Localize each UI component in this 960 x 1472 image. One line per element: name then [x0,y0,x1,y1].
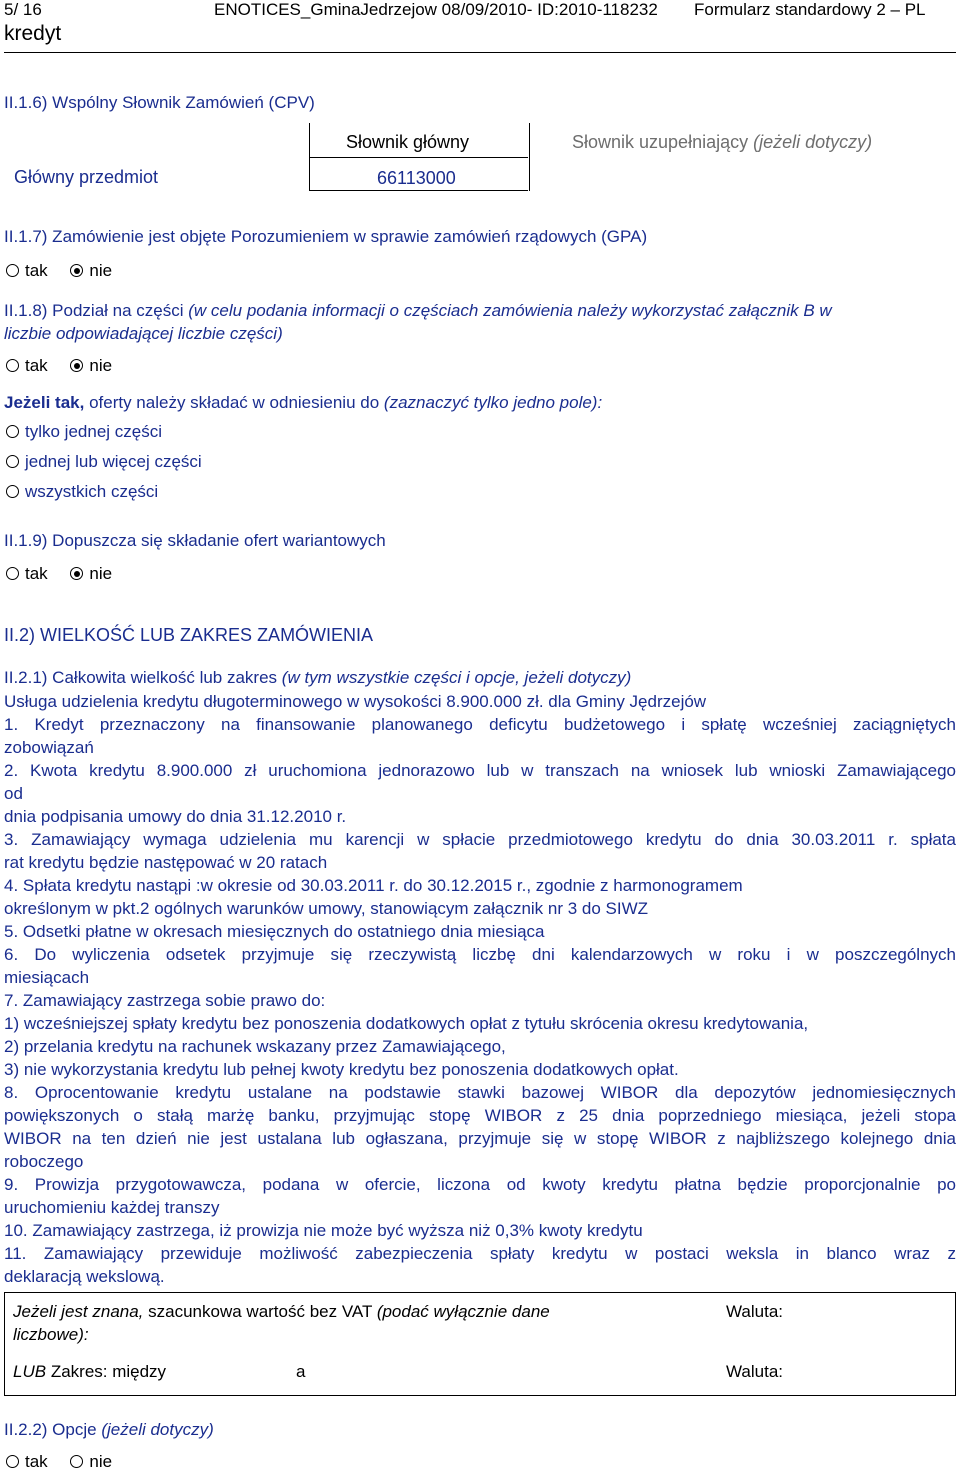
radio-empty-icon[interactable] [6,567,19,580]
value-known-line1 [13,1302,550,1322]
cpv-supp-vocab-header [572,132,872,153]
scope-line: 3. Zamawiający wymaga udzielenia mu karencji w spłacie przedmiotowego kredytu do dnia 30.03.2011 r. spłata [4,830,956,849]
radio-empty-icon[interactable] [6,485,19,498]
gpa-section-title: II.1.7) Zamówienie jest objęte Porozumieniem w sprawie zamówień rządowych (GPA) [4,227,648,246]
document-id: ENOTICES_GminaJedrzejow 08/09/2010- ID:2010-118232 [214,0,658,19]
lots-if-yes-label: Jeżeli tak, [4,393,85,412]
scope-line: dnia podpisania umowy do dnia 31.12.2010 r. [4,807,347,826]
scope-line: 2. Kwota kredytu 8.900.000 zł uruchomiona jednorazowo lub w transzach na wniosek lub wnioski Zamawiającego [4,761,956,780]
gpa-option-yes[interactable] [6,261,48,280]
radio-selected-icon[interactable] [70,359,83,372]
scope-line: od [4,784,23,803]
scope-line: 11. Zamawiający przewiduje możliwość zabezpieczenia spłaty kredytu w postaci weksla in blanco wraz z [4,1244,956,1263]
scope-line: uruchomieniu każdej transzy [4,1198,220,1217]
cpv-supp-vocab-label: Słownik uzupełniający [572,132,749,152]
lots-option-one-or-more[interactable] [6,452,202,472]
radio-selected-icon[interactable] [70,264,83,277]
radio-empty-icon[interactable] [6,425,19,438]
scope-line: określonym w pkt.2 ogólnych warunków umowy, stanowiącym załącznik nr 3 do SIWZ [4,899,649,918]
scope-line: WIBOR na ten dzień nie jest ustalana lub ogłaszana, przyjmuje się w stopę WIBOR z najbliższego kolejnego dnia [4,1129,956,1148]
option-label: tak [25,261,48,280]
value-range-line [13,1362,166,1382]
radio-empty-icon[interactable] [6,1455,19,1468]
scope-description [4,690,956,1288]
lots-option-no[interactable] [70,356,112,375]
scope-line: deklaracją wekslową. [4,1267,165,1286]
lots-section-title [4,301,832,321]
variants-option-no[interactable] [70,564,112,583]
lots-note-continued: liczbie odpowiadającej liczbie części) [4,324,283,343]
lots-option-yes[interactable] [6,356,48,375]
cpv-supp-vocab-note: (jeżeli dotyczy) [753,132,873,152]
lots-radio-group [6,356,130,376]
lots-if-yes [4,393,602,413]
value-currency-label: Waluta: [726,1302,784,1321]
cpv-divider [309,157,528,158]
cpv-row-label: Główny przedmiot [14,167,159,187]
variants-option-yes[interactable] [6,564,48,583]
lots-title: II.1.8) Podział na części [4,301,184,320]
scope-line: 1) wcześniejszej spłaty kredytu bez ponoszenia dodatkowych opłat z tytułu skrócenia okresu kredytowania, [4,1014,809,1033]
scope-line: Usługa udzielenia kredytu długoterminowego w wysokości 8.900.000 zł. dla Gminy Jędrzejów [4,692,707,711]
scope-line: 8. Oprocentowanie kredytu ustalane na podstawie stawki bazowej WIBOR dla depozytów jednomiesięcznych [4,1083,956,1102]
value-or-label: LUB [13,1362,47,1381]
option-label: tak [25,356,48,375]
scope-line: 3) nie wykorzystania kredytu lub pełnej kwoty kredytu bez ponoszenia dodatkowych opłat. [4,1060,679,1079]
scope-line: 7. Zamawiający zastrzega sobie prawo do: [4,991,326,1010]
radio-empty-icon[interactable] [6,359,19,372]
options-option-no[interactable] [70,1452,112,1471]
gpa-radio-group [6,261,130,281]
option-label: tak [25,564,48,583]
scope-line: miesiącach [4,968,90,987]
scope-line: 6. Do wyliczenia odsetek przyjmuje się rzeczywistą liczbę dni kalendarzowych w roku i w poszczególnych [4,945,956,964]
cpv-main-vocab-header: Słownik główny [346,132,470,152]
scope-line: 2) przelania kredytu na rachunek wskazany przez Zamawiającego, [4,1037,506,1056]
variants-radio-group [6,564,130,584]
value-range-and: a [296,1362,306,1381]
value-range-label: Zakres: między [50,1362,167,1381]
options-section-title [4,1420,214,1440]
radio-empty-icon[interactable] [70,1455,83,1468]
option-label: nie [89,564,113,583]
scope-line: rat kredytu będzie następować w 20 ratach [4,853,328,872]
scope-line: 4. Spłata kredytu nastąpi :w okresie od 30.03.2011 r. do 30.12.2015 r., zgodnie z harmonogramem [4,876,743,895]
scope-line: 10. Zamawiający zastrzega, iż prowizja nie może być wyższa niż 0,3% kwoty kredytu [4,1221,643,1240]
option-label: nie [89,1452,113,1471]
cpv-section-title: II.1.6) Wspólny Słownik Zamówień (CPV) [4,93,315,112]
scope-section-title: II.2) WIELKOŚĆ LUB ZAKRES ZAMÓWIENIA [4,625,374,645]
option-label: tylko jednej części [25,422,163,441]
scope-total-note: (w tym wszystkie części i opcje, jeżeli dotyczy) [281,668,632,687]
radio-selected-icon[interactable] [70,567,83,580]
value-known-label: Jeżeli jest znana, [13,1302,144,1321]
page-number: 5/ 16 [4,0,42,19]
gpa-option-no[interactable] [70,261,112,280]
lots-if-yes-note: (zaznaczyć tylko jedno pole): [383,393,603,412]
scope-total-label: II.2.1) Całkowita wielkość lub zakres [4,668,278,687]
option-label: wszystkich części [25,482,159,501]
lots-option-all[interactable] [6,482,158,502]
value-known-note: (podać wyłącznie dane [376,1302,550,1321]
option-label: tak [25,1452,48,1471]
value-known-text: szacunkowa wartość bez VAT [148,1302,373,1321]
option-label: nie [89,356,113,375]
scope-line: roboczego [4,1152,84,1171]
value-range-currency-label: Waluta: [726,1362,784,1381]
options-title: II.2.2) Opcje [4,1420,97,1439]
value-known-note-continued: liczbowe): [13,1325,89,1344]
document-subject: kredyt [4,22,62,45]
scope-line: 5. Odsetki płatne w okresach miesięcznych do ostatniego dnia miesiąca [4,922,545,941]
option-label: jednej lub więcej części [25,452,202,471]
lots-option-one[interactable] [6,422,162,442]
lots-if-yes-text: oferty należy składać w odniesieniu do [89,393,380,412]
scope-line: powiększonych o stałą marżę banku, przyjmując stopę WIBOR z 25 dnia poprzedniego miesiąca, jeżeli stopa [4,1106,956,1125]
radio-empty-icon[interactable] [6,264,19,277]
form-name: Formularz standardowy 2 – PL [694,0,926,19]
options-radio-group [6,1452,130,1472]
radio-empty-icon[interactable] [6,455,19,468]
lots-note: (w celu podania informacji o częściach zamówienia należy wykorzystać załącznik B w [188,301,832,320]
scope-line: 1. Kredyt przeznaczony na finansowanie planowanego deficytu budżetowego i spłatę wcześniej zaciągniętych [4,715,956,734]
cpv-main-code: 66113000 [377,168,456,188]
scope-total-title [4,668,631,688]
header-rule [4,52,956,53]
option-label: nie [89,261,113,280]
scope-line: 9. Prowizja przygotowawcza, podana w ofercie, liczona od kwoty kredytu płatna będzie proporcjonalnie po [4,1175,956,1194]
cpv-bottom [309,190,528,191]
options-option-yes[interactable] [6,1452,48,1471]
options-note: (jeżeli dotyczy) [101,1420,214,1439]
variants-section-title: II.1.9) Dopuszcza się składanie ofert wariantowych [4,531,386,550]
scope-line: zobowiązań [4,738,94,757]
